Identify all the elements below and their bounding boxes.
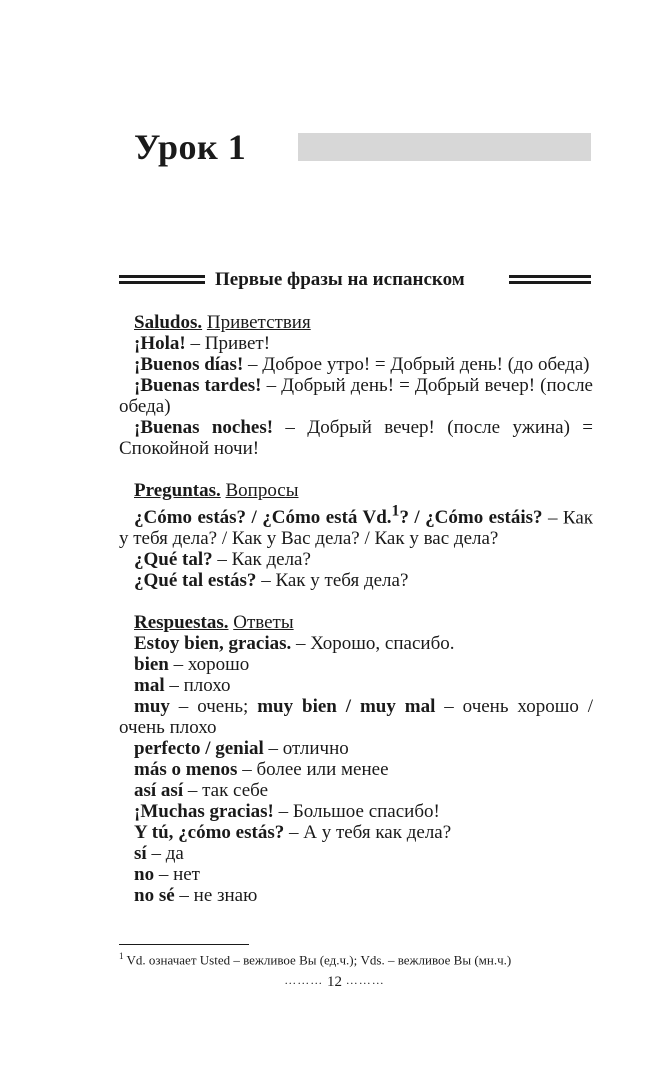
footnote-rule (119, 944, 249, 945)
title-decor-bar (298, 133, 591, 161)
phrase-term: así así (134, 780, 184, 802)
phrase-translation: – плохо (164, 675, 231, 697)
phrase-translation: – нет (154, 864, 200, 886)
phrase-term: sí (134, 843, 147, 865)
phrase-translation: – А у тебя как дела? (284, 822, 452, 844)
group-heading (119, 480, 593, 501)
phrase-entry (119, 801, 593, 822)
phrase-translation: – Добрый вечер! (после ужина) = Спокойной ночи! (119, 417, 594, 459)
lesson-title: Урок 1 (134, 127, 247, 167)
phrase-term: ¡Buenas noches! (134, 417, 274, 438)
double-rule-left (119, 275, 205, 285)
group-heading-translation: Вопросы (225, 480, 299, 501)
phrase-translation: – Доброе утро! = Добрый день! (до обеда) (243, 354, 590, 375)
footnote-ref: 1 (391, 503, 400, 520)
phrase-translation: – Как у тебя дела? (256, 570, 409, 592)
phrase-translation: – более или менее (237, 759, 389, 781)
phrase-term: ¡Buenas tardes! (134, 375, 262, 396)
phrase-term: ¿Qué tal estás? (134, 570, 257, 592)
footnote-text: Vd. означает Usted – вежливое Вы (ед.ч.); Vds. – вежливое Вы (мн.ч.) (123, 952, 512, 968)
phrase-translation: – не знаю (174, 885, 258, 907)
phrase-translation: – хорошо (168, 654, 250, 676)
phrase-entry (119, 696, 593, 738)
group-heading-term: Saludos. (134, 312, 203, 333)
phrase-translation: – так себе (183, 780, 269, 802)
group-respuestas (119, 612, 593, 906)
phrase-term (134, 503, 543, 529)
phrase-term-part: ? / ¿Cómo estáis? (399, 507, 543, 529)
phrase-translation: – очень хорошо / очень плохо (119, 696, 594, 739)
phrase-term: ¡Muchas gracias! (134, 801, 274, 823)
phrase-translation: – Хорошо, спасибо. (291, 633, 455, 655)
phrase-term: ¿Qué tal? (134, 549, 213, 571)
phrase-term: ¡Hola! (134, 333, 186, 354)
phrase-term: mal (134, 675, 165, 697)
phrase-list (119, 312, 593, 906)
phrase-entry (119, 417, 593, 459)
phrase-entry (119, 738, 593, 759)
phrase-term: más o menos (134, 759, 238, 781)
phrase-entry (119, 822, 593, 843)
section-header (119, 266, 591, 296)
phrase-entry (119, 759, 593, 780)
phrase-term: muy bien / muy mal (257, 696, 436, 718)
phrase-term: perfecto / genial (134, 738, 264, 760)
phrase-translation: – Добрый день! = Добрый вечер! (после обеда) (119, 375, 593, 417)
phrase-entry (119, 375, 593, 417)
phrase-entry (119, 885, 593, 906)
phrase-entry (119, 864, 593, 885)
group-saludos (119, 312, 593, 459)
phrase-entry (119, 843, 593, 864)
group-heading-term: Respuestas. (134, 612, 229, 634)
group-heading-translation: Ответы (233, 612, 294, 634)
group-heading-term: Preguntas. (134, 480, 221, 501)
page-number (0, 970, 669, 992)
phrase-entry (119, 675, 593, 696)
phrase-translation: – Привет! (185, 333, 271, 354)
phrase-term: Y tú, ¿cómo estás? (134, 822, 285, 844)
phrase-term-part: ¿Cómo estás? / ¿Cómo está Vd. (134, 507, 392, 529)
double-rule-right (509, 275, 591, 285)
group-heading-translation: Приветствия (206, 312, 311, 333)
footnote-marker: 1 (119, 951, 124, 961)
phrase-entry (119, 549, 593, 570)
phrase-term: Estoy bien, gracias. (134, 633, 292, 655)
page-dots-right: ……… (345, 973, 385, 987)
phrase-translation: – Большое спасибо! (273, 801, 440, 823)
group-heading (119, 312, 593, 333)
phrase-translation: – очень; (169, 696, 258, 718)
footnote (119, 948, 593, 968)
phrase-term: bien (134, 654, 169, 676)
phrase-term: muy (134, 696, 170, 718)
group-heading (119, 612, 593, 633)
phrase-translation: – Как у тебя дела? / Как у Вас дела? / Как у вас дела? (119, 507, 593, 550)
phrase-entry (119, 570, 593, 591)
phrase-translation: – отлично (263, 738, 349, 760)
phrase-entry (119, 501, 593, 549)
phrase-entry (119, 333, 593, 354)
section-title: Первые фразы на испанском (215, 269, 465, 290)
page-number-value: 12 (327, 974, 342, 990)
phrase-translation: – да (146, 843, 184, 865)
phrase-entry (119, 780, 593, 801)
phrase-term: no (134, 864, 155, 886)
phrase-translation: – Как дела? (212, 549, 311, 571)
page-dots-left: ……… (284, 973, 324, 987)
group-preguntas (119, 480, 593, 591)
phrase-term: ¡Buenos días! (134, 354, 244, 375)
phrase-entry (119, 354, 593, 375)
phrase-entry (119, 633, 593, 654)
phrase-term: no sé (134, 885, 175, 907)
phrase-entry (119, 654, 593, 675)
